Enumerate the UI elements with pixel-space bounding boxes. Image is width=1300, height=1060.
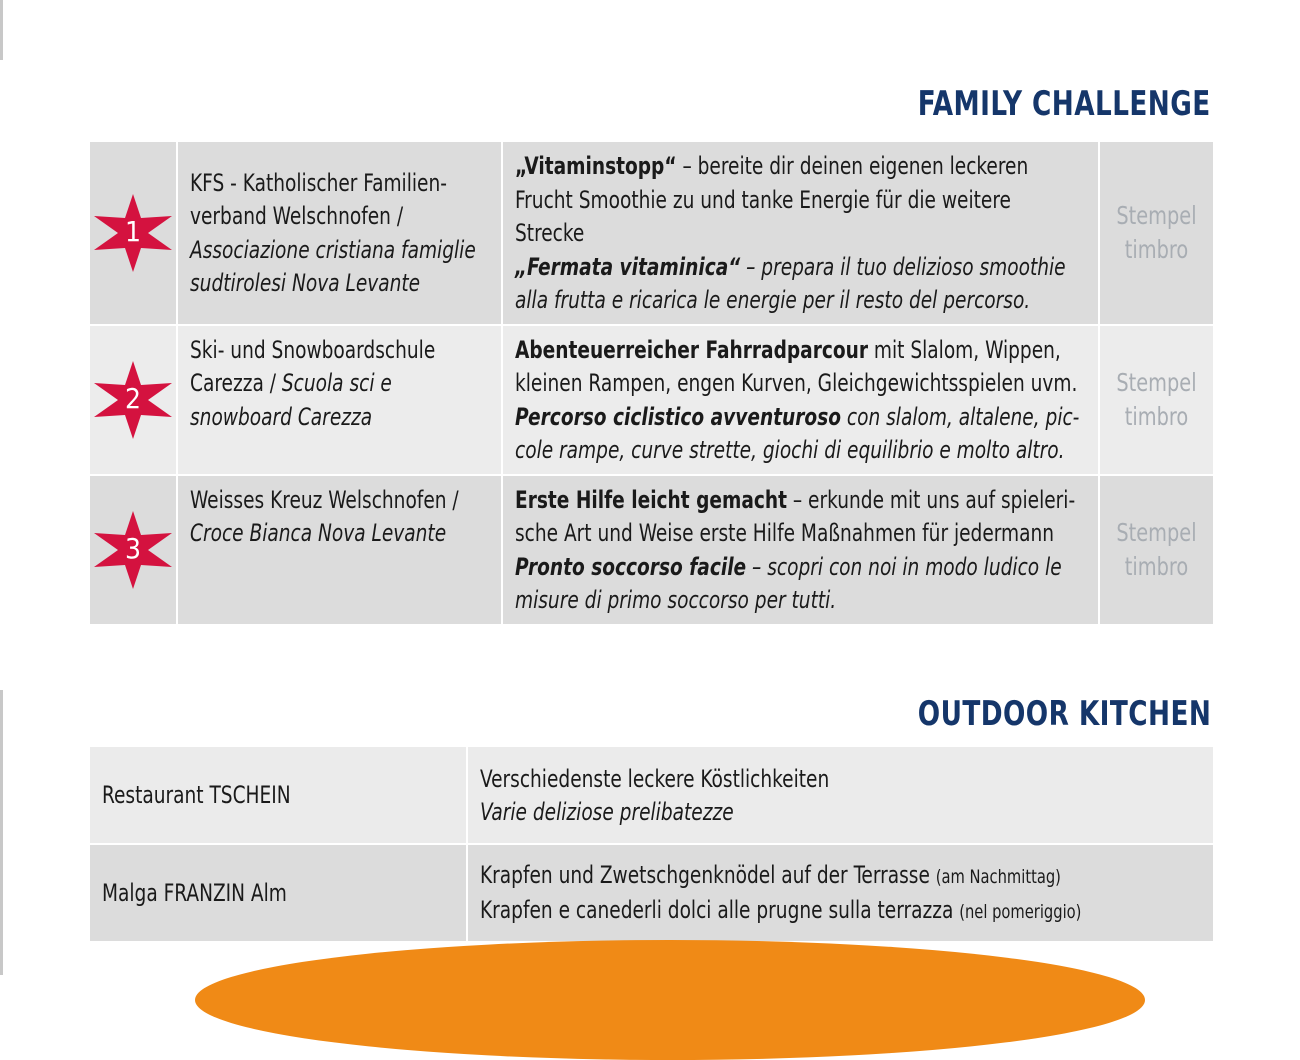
activity-it-title: Pronto soccorso facile [515, 552, 747, 581]
stamp-field [1099, 475, 1214, 625]
activity-de-text: mit Slalom, Wippen, kleinen Rampen, engen Kurven, Gleichgewichtsspielen uvm. [515, 335, 1078, 397]
family-challenge-title: FAMILY CHALLENGE [918, 84, 1211, 124]
organization-it: Associazione cristiana famiglie sudtirolesi Nova Levante [190, 235, 476, 298]
organization-cell [177, 475, 502, 625]
activity-it-text: con slalom, altalene, pic-cole rampe, curve strette, giochi di equilibrio e molto altro. [515, 402, 1080, 464]
stamp-label-de: Stempel [1116, 517, 1197, 547]
station-number: 1 [124, 214, 142, 248]
family-challenge-table [88, 140, 1215, 626]
offer-de-note: (am Nachmittag) [935, 865, 1061, 888]
stamp-label-de: Stempel [1116, 200, 1197, 230]
organization-cell [177, 141, 502, 325]
offer-it: Krapfen e canederli dolci alle prugne sulla terrazza [480, 896, 960, 924]
activity-de-text: – bereite dir deinen eigenen leckeren Frucht Smoothie zu und tanke Energie für die weitere Strecke [515, 152, 1029, 247]
activity-it-text: – prepara il tuo delizioso smoothie alla frutta e ricarica le energie per il resto del percorso. [515, 252, 1066, 314]
table-row [89, 141, 1214, 325]
offer-it: Varie deliziose prelibatezze [480, 798, 734, 826]
organization-de: KFS - Katholischer Familien-verband Welschnofen / [190, 168, 447, 231]
activity-it-text: – scopri con noi in modo ludico le misure di primo soccorso per tutti. [515, 552, 1062, 614]
vendor-name-cell [89, 746, 467, 844]
offer-cell [467, 844, 1214, 942]
activity-de-title: Abenteuerreicher Fahrradparcour [515, 335, 869, 364]
vendor-name: Malga FRANZIN Alm [102, 879, 287, 908]
stamp-field [1099, 141, 1214, 325]
vendor-name-cell [89, 844, 467, 942]
organization-it: Croce Bianca Nova Levante [190, 519, 447, 547]
offer-cell [467, 746, 1214, 844]
stamp-label-it: timbro [1124, 401, 1189, 431]
stamp-label-it: timbro [1124, 551, 1189, 581]
offer-de: Krapfen und Zwetschgenknödel auf der Terrasse [480, 860, 936, 889]
outdoor-kitchen-table [88, 745, 1215, 943]
activity-cell [502, 325, 1099, 475]
activity-de-text: – erkunde mit uns auf spieleri-sche Art und Weise erste Hilfe Maßnahmen für jedermann [515, 485, 1076, 547]
activity-it-title: „Fermata vitaminica“ [515, 252, 741, 281]
star-icon [92, 194, 174, 272]
activity-de-title: Erste Hilfe leicht gemacht [515, 485, 787, 514]
star-icon [92, 361, 174, 439]
table-row [89, 746, 1214, 844]
station-number-cell [89, 325, 177, 475]
table-row [89, 844, 1214, 942]
organization-it: Scuola sci e snowboard Carezza [190, 369, 392, 431]
stamp-label-it: timbro [1124, 234, 1189, 264]
stamp-label-de: Stempel [1116, 367, 1197, 397]
activity-cell [502, 141, 1099, 325]
activity-de-title: „Vitaminstopp“ [515, 152, 677, 180]
star-icon [92, 511, 174, 589]
offer-it-note: (nel pomeriggio) [959, 901, 1082, 923]
table-row [89, 325, 1214, 475]
activity-cell [502, 475, 1099, 625]
station-number: 3 [124, 531, 142, 565]
page-edge-mark [0, 690, 3, 975]
station-number-cell [89, 141, 177, 325]
page-edge-mark [0, 0, 3, 60]
activity-it-title: Percorso ciclistico avventuroso [515, 402, 842, 431]
outdoor-kitchen-title: OUTDOOR KITCHEN [917, 694, 1211, 734]
organization-de: Weisses Kreuz Welschnofen / [190, 485, 459, 514]
stamp-field [1099, 325, 1214, 475]
offer-de: Verschiedenste leckere Köstlichkeiten [480, 764, 830, 793]
orange-decorative-arc [195, 940, 1145, 1060]
station-number: 2 [124, 381, 142, 415]
organization-cell [177, 325, 502, 475]
table-row [89, 475, 1214, 625]
vendor-name: Restaurant TSCHEIN [102, 781, 291, 810]
organization-de: Ski- und Snowboardschule Carezza / [190, 335, 436, 397]
station-number-cell [89, 475, 177, 625]
